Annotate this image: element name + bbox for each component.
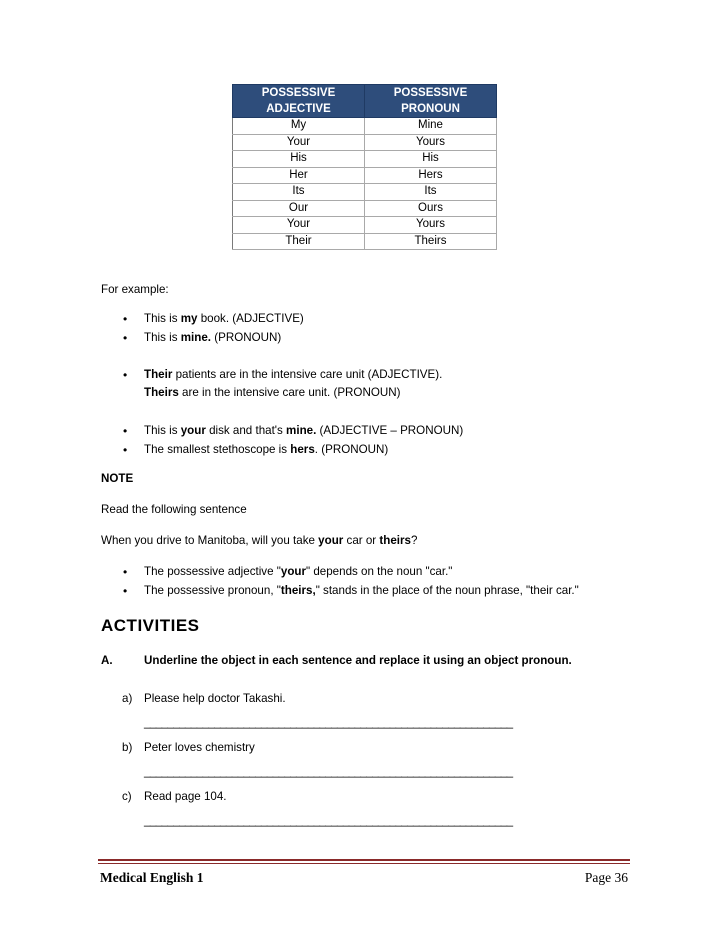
- pronoun-cell: Ours: [365, 200, 497, 217]
- adjective-cell: Your: [233, 217, 365, 234]
- note-bullet-2: The possessive pronoun, "theirs," stands in the place of the noun phrase, "their car.": [144, 584, 579, 597]
- page-number: Page 36: [584, 870, 628, 885]
- for-example-label: For example:: [101, 283, 169, 296]
- bullet-icon: •: [123, 331, 128, 345]
- possessive-table: [232, 84, 497, 250]
- adjective-cell: His: [233, 151, 365, 168]
- activities-heading: ACTIVITIES: [101, 616, 200, 635]
- table-row: [233, 134, 497, 151]
- footer-title: Medical English 1: [100, 870, 204, 885]
- pronoun-cell: Yours: [365, 134, 497, 151]
- table-row: [233, 118, 497, 135]
- footer-rule-thin: [98, 863, 630, 864]
- example-5: The smallest stethoscope is hers. (PRONOUN): [144, 443, 389, 456]
- example-3-continued: Theirs are in the intensive care unit. (PRONOUN): [144, 386, 401, 399]
- note-line-2: When you drive to Manitoba, will you take your car or theirs?: [101, 534, 418, 547]
- pronoun-cell: Theirs: [365, 233, 497, 250]
- example-2: This is mine. (PRONOUN): [144, 331, 282, 344]
- item-a-text: Please help doctor Takashi.: [144, 692, 286, 705]
- adjective-cell: Your: [233, 134, 365, 151]
- answer-blank-c[interactable]: _______________________________________________________________: [144, 814, 513, 827]
- example-4: This is your disk and that's mine. (ADJECTIVE – PRONOUN): [144, 424, 464, 437]
- table-row: [233, 233, 497, 250]
- note-bullet-1: The possessive adjective "your" depends on the noun "car.": [144, 565, 453, 578]
- answer-blank-a[interactable]: _______________________________________________________________: [144, 716, 513, 729]
- example-1: This is my book. (ADJECTIVE): [144, 312, 304, 325]
- item-c-label: c): [122, 790, 132, 803]
- item-c-text: Read page 104.: [144, 790, 227, 803]
- activity-a-label: A.: [101, 654, 113, 667]
- adjective-cell: Its: [233, 184, 365, 201]
- footer-rule: [98, 859, 630, 861]
- table-row: [233, 217, 497, 234]
- item-a-label: a): [122, 692, 133, 705]
- pronoun-cell: Hers: [365, 167, 497, 184]
- pronoun-cell: Its: [365, 184, 497, 201]
- table-row: [233, 151, 497, 168]
- pronoun-cell: His: [365, 151, 497, 168]
- item-b-label: b): [122, 741, 133, 754]
- bullet-icon: •: [123, 443, 128, 457]
- answer-blank-b[interactable]: _______________________________________________________________: [144, 765, 513, 778]
- table-row: [233, 200, 497, 217]
- table-row: [233, 167, 497, 184]
- activity-a-instruction: Underline the object in each sentence and replace it using an object pronoun.: [144, 654, 572, 667]
- bullet-icon: •: [123, 424, 128, 438]
- adjective-cell: Their: [233, 233, 365, 250]
- bullet-icon: •: [123, 368, 128, 382]
- adjective-cell: Our: [233, 200, 365, 217]
- adjective-cell: Her: [233, 167, 365, 184]
- table-row: [233, 184, 497, 201]
- bullet-icon: •: [123, 584, 128, 598]
- item-b-text: Peter loves chemistry: [144, 741, 255, 754]
- pronoun-cell: Yours: [365, 217, 497, 234]
- header-possessive-pronoun: POSSESSIVE PRONOUN: [365, 85, 497, 118]
- bullet-icon: •: [123, 312, 128, 326]
- adjective-cell: My: [233, 118, 365, 135]
- note-line-1: Read the following sentence: [101, 503, 247, 516]
- bullet-icon: •: [123, 565, 128, 579]
- note-heading: NOTE: [101, 472, 134, 485]
- header-possessive-adjective: POSSESSIVE ADJECTIVE: [233, 85, 365, 118]
- table-header-row: [233, 85, 497, 118]
- pronoun-cell: Mine: [365, 118, 497, 135]
- example-3: Their patients are in the intensive care unit (ADJECTIVE).: [144, 368, 443, 381]
